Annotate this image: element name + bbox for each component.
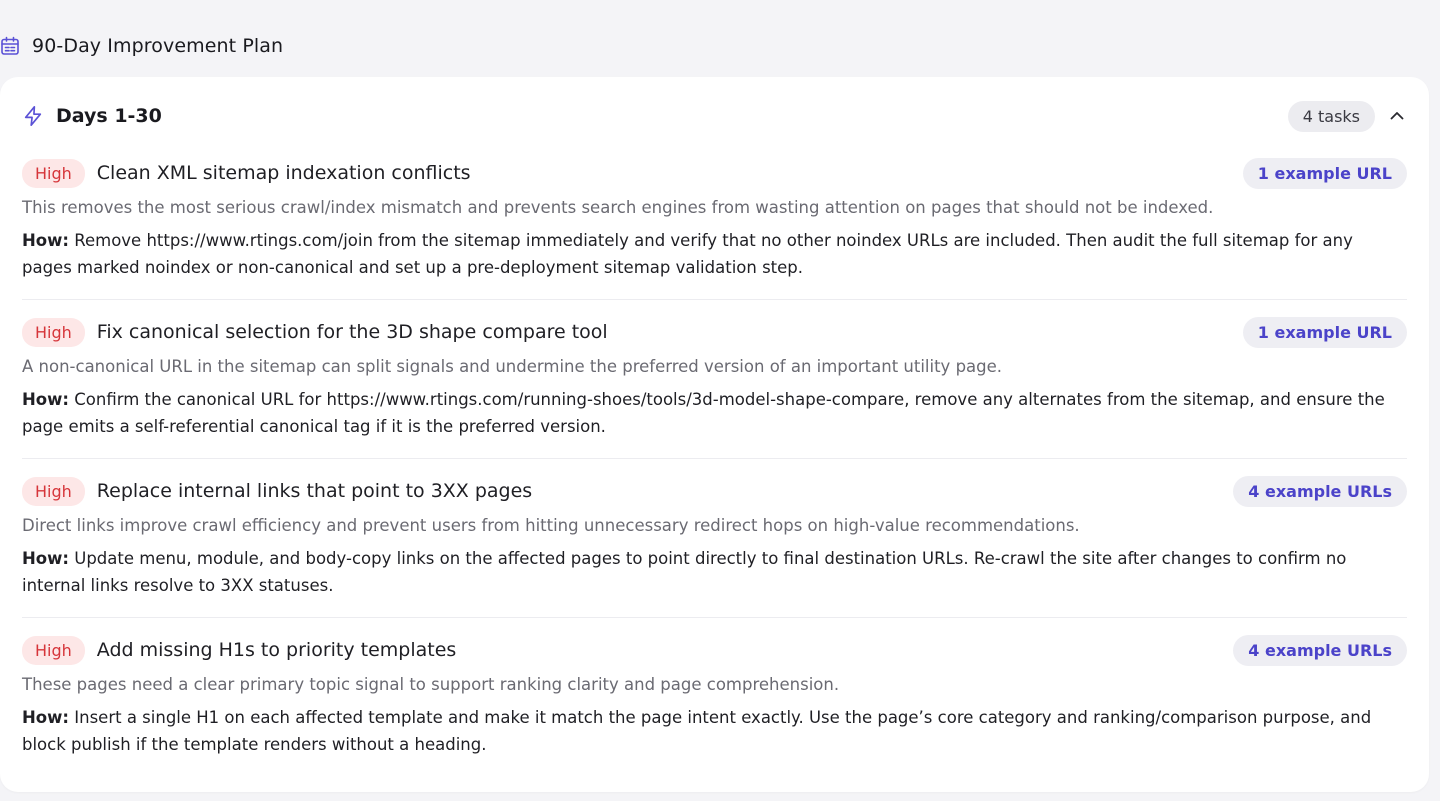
- task-description: This removes the most serious crawl/index mismatch and prevents search engines from wasting attention on pages that should not be indexed.: [22, 198, 1214, 217]
- task-how: [22, 386, 1407, 440]
- priority-badge: High: [22, 636, 85, 665]
- calendar-icon: [0, 36, 20, 56]
- section-title: 90-Day Improvement Plan: [32, 35, 284, 57]
- example-url-button[interactable]: 1 example URL: [1243, 158, 1407, 189]
- task-count-badge: 4 tasks: [1288, 101, 1375, 132]
- task-how: [22, 545, 1407, 599]
- task-title: Clean XML sitemap indexation conflicts: [96, 162, 471, 184]
- how-text: Insert a single H1 on each affected template and make it match the page intent exactly. Use the page’s core category and ranking/comparison purpose, and block publish if the template renders without a heading.: [22, 708, 1372, 754]
- task-list: [22, 157, 1407, 792]
- task-description: These pages need a clear primary topic signal to support ranking clarity and page comprehension.: [22, 675, 840, 694]
- phase-header[interactable]: [22, 99, 1407, 133]
- task-item: [22, 157, 1407, 300]
- task-item: [22, 316, 1407, 459]
- how-text: Remove https://www.rtings.com/join from the sitemap immediately and verify that no other noindex URLs are included. Then audit the full sitemap for any pages marked noindex or non-canonical and set up a pre-deployment sitemap validation step.: [22, 231, 1353, 277]
- how-label: How:: [22, 708, 69, 727]
- example-url-button[interactable]: 4 example URLs: [1233, 635, 1407, 666]
- task-description: Direct links improve crawl efficiency and prevent users from hitting unnecessary redirect hops on high-value recommendations.: [22, 516, 1080, 535]
- phase-title: Days 1-30: [56, 105, 162, 127]
- how-text: Update menu, module, and body-copy links on the affected pages to point directly to final destination URLs. Re-crawl the site after changes to confirm no internal links resolve to 3XX statuses.: [22, 549, 1347, 595]
- priority-badge: High: [22, 477, 85, 506]
- task-title: Add missing H1s to priority templates: [96, 639, 457, 661]
- task-description: A non-canonical URL in the sitemap can split signals and undermine the preferred version of an important utility page.: [22, 357, 1003, 376]
- task-title: Fix canonical selection for the 3D shape compare tool: [96, 321, 608, 343]
- example-url-button[interactable]: 4 example URLs: [1233, 476, 1407, 507]
- section-header: [0, 30, 283, 62]
- how-text: Confirm the canonical URL for https://www.rtings.com/running-shoes/tools/3d-model-shape-compare, remove any alternates from the sitemap, and ensure the page emits a self-referential canonical tag if it is the preferred version.: [22, 390, 1385, 436]
- priority-badge: High: [22, 159, 85, 188]
- how-label: How:: [22, 549, 69, 568]
- task-how: [22, 227, 1407, 281]
- example-url-button[interactable]: 1 example URL: [1243, 317, 1407, 348]
- priority-badge: High: [22, 318, 85, 347]
- how-label: How:: [22, 231, 69, 250]
- phase-card: [0, 77, 1429, 792]
- task-title: Replace internal links that point to 3XX pages: [96, 480, 533, 502]
- task-item: [22, 634, 1407, 776]
- bolt-icon: [22, 105, 44, 127]
- task-how: [22, 704, 1407, 758]
- how-label: How:: [22, 390, 69, 409]
- chevron-up-icon[interactable]: [1387, 106, 1407, 126]
- task-item: [22, 475, 1407, 618]
